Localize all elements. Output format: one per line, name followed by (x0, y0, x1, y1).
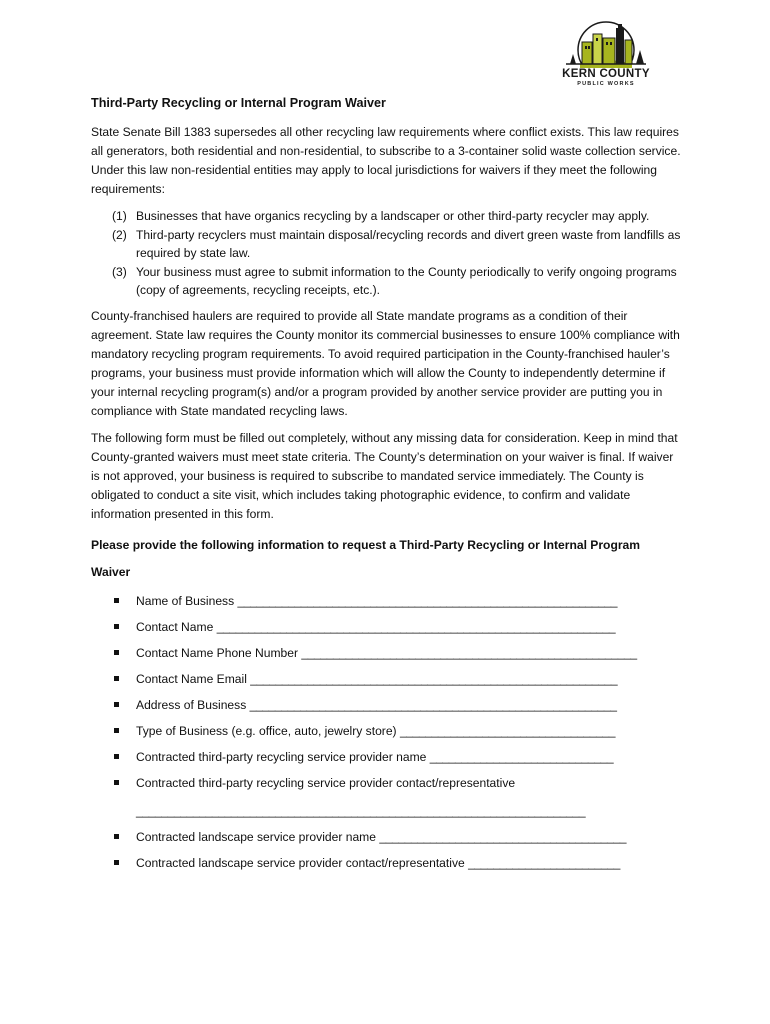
field-label: Contracted third-party recycling service provider name (136, 749, 427, 764)
requirement-text: Third-party recyclers must maintain disposal/recycling records and divert green waste from landfills as required by state law. (136, 227, 681, 260)
requirement-text: Businesses that have organics recycling by a landscaper or other third-party recycler may apply. (136, 209, 650, 223)
bullet-icon (114, 650, 119, 655)
logo-subtitle: PUBLIC WORKS (577, 81, 635, 87)
form-field-contact-email[interactable] (91, 670, 681, 688)
requirement-text: Your business must agree to submit information to the County periodically to verify ongoing programs (copy of agreements, recycling receipts, etc.). (136, 264, 677, 297)
requirement-number: (2) (112, 227, 127, 242)
field-label: Contact Name Phone Number (136, 645, 299, 660)
fill-in-line[interactable]: _______________________________________ (379, 829, 627, 844)
fill-in-line[interactable]: _____________________________ (429, 749, 614, 764)
fill-in-line[interactable]: __________________________________________________________ (250, 671, 618, 686)
intro-paragraph: State Senate Bill 1383 supersedes all other recycling law requirements where conflict exists. This law requires all generators, both residential and non-residential, to subscribe to a 3-container solid waste collection service. Under this law non-residential entities may apply to local jurisdictions for waivers if they meet the following requirements: (91, 125, 681, 196)
bullet-icon (114, 598, 119, 603)
form-instructions-paragraph: The following form must be filled out completely, without any missing data for consideration. Keep in mind that County-granted waivers must meet state criteria. The County’s determination on your waiver is final. If waiver is not approved, your business is required to subscribe to mandated service immediately. The County is obligated to conduct a site visit, which includes taking photographic evidence, to confirm and validate information presented in this form. (91, 430, 678, 521)
bullet-icon (114, 624, 119, 629)
fill-in-line[interactable]: _______________________________________________________________ (216, 619, 616, 634)
form-field-recycler-contact[interactable] (91, 774, 681, 820)
document-body (91, 94, 681, 880)
bullet-icon (114, 860, 119, 865)
field-label: Contact Name (136, 619, 214, 634)
field-label: Contracted landscape service provider name (136, 829, 376, 844)
requirement-item (91, 263, 681, 300)
request-heading: Please provide the following information to request a Third-Party Recycling or Internal Program Waiver (91, 537, 641, 579)
field-label: Contracted landscape service provider contact/representative (136, 855, 465, 870)
requirement-item (91, 226, 681, 263)
logo-title: KERN COUNTY (562, 68, 650, 80)
field-label: Contact Name Email (136, 671, 247, 686)
form-fields-list (91, 592, 681, 872)
form-field-business-address[interactable] (91, 696, 681, 714)
fill-in-line[interactable]: _______________________________________________________________________ (136, 803, 586, 818)
fill-in-line[interactable]: ____________________________________________________________ (237, 593, 618, 608)
fill-in-line[interactable]: _____________________________________________________ (301, 645, 637, 660)
bullet-icon (114, 834, 119, 839)
form-field-recycler-name[interactable] (91, 748, 681, 766)
city-skyline-icon (560, 20, 652, 68)
requirement-item (91, 207, 681, 226)
form-field-contact-name[interactable] (91, 618, 681, 636)
page-title: Third-Party Recycling or Internal Program Waiver (91, 96, 386, 110)
field-label: Contracted third-party recycling service provider contact/representative (136, 775, 516, 790)
requirement-number: (3) (112, 264, 127, 279)
bullet-icon (114, 780, 119, 785)
field-label: Address of Business (136, 697, 247, 712)
fill-in-line[interactable]: ________________________ (468, 855, 620, 870)
requirement-number: (1) (112, 209, 127, 223)
bullet-icon (114, 728, 119, 733)
hauler-paragraph: County-franchised haulers are required to provide all State mandate programs as a condition of their agreement. State law requires the County monitor its commercial businesses to ensure 100% compliance with mandatory recycling program requirements. To avoid required participation in the County-franchised hauler’s programs, your business must provide information which will allow the County to independently determine if your internal recycling program(s) and/or a program provided by another service provider are putting you in compliance with State mandated recycling laws. (91, 308, 680, 418)
form-field-landscaper-name[interactable] (91, 828, 681, 846)
fill-in-line[interactable]: __________________________________ (399, 723, 616, 738)
bullet-icon (114, 754, 119, 759)
fill-in-line[interactable]: __________________________________________________________ (249, 697, 617, 712)
form-field-name-of-business[interactable] (91, 592, 681, 610)
form-field-business-type[interactable] (91, 722, 681, 740)
requirements-list (91, 207, 681, 300)
form-field-contact-phone[interactable] (91, 644, 681, 662)
field-label: Name of Business (136, 593, 235, 608)
form-field-landscaper-contact[interactable] (91, 854, 681, 872)
field-label: Type of Business (e.g. office, auto, jewelry store) (136, 723, 397, 738)
bullet-icon (114, 676, 119, 681)
bullet-icon (114, 702, 119, 707)
